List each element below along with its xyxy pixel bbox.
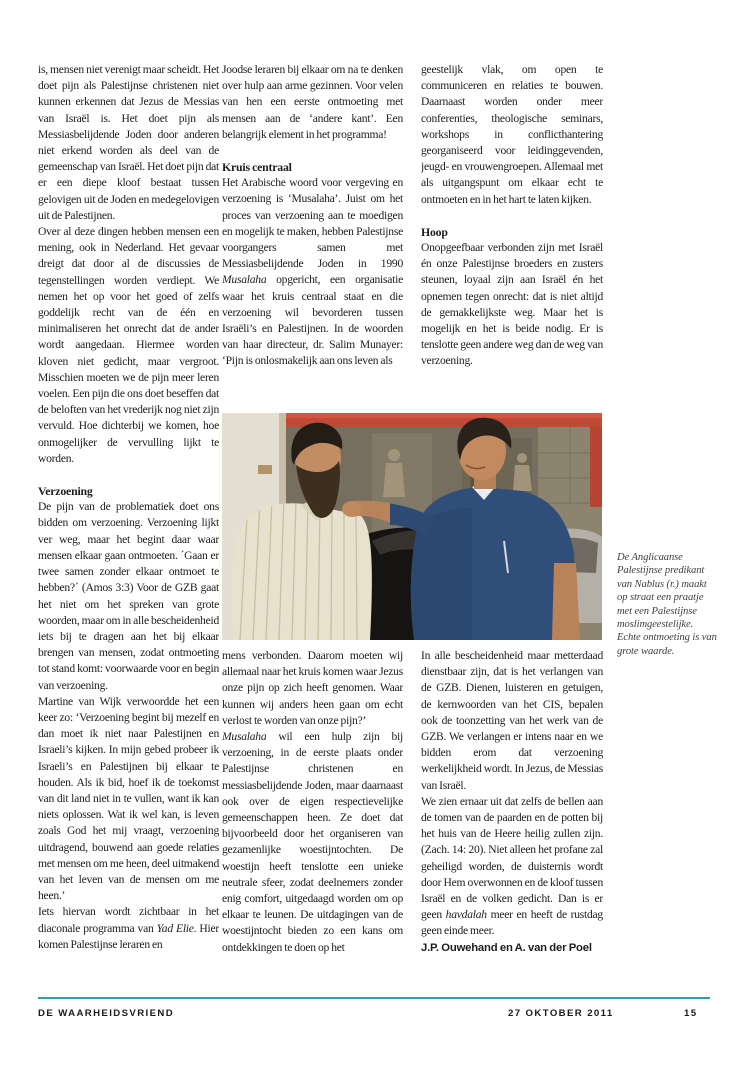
col1-intro-paragraphs: [38, 62, 219, 467]
column-1: [38, 62, 219, 953]
footer-rule: [38, 997, 710, 999]
heading-hoop: Hoop: [421, 224, 448, 239]
paragraph: mens verbonden. Daarom moeten wij allemaal naar het kruis komen waar Jezus onze pijn op zich heeft genomen. Waar kunnen wij anders heen gaan om echt verlost te worden van onze pijn?’: [222, 649, 403, 727]
photo-caption: De Anglicaanse Palestijnse predikant van Nablus (r.) maakt op straat een praatje met een Palestijnse moslimgeestelijke. Echte ontmoeting is van grote waarde.: [617, 552, 717, 657]
column-3-top: [421, 62, 603, 370]
paragraph: Martine van Wijk verwoordde het een keer zo: ‘Verzoening begint bij mezelf en dan moet ik niet naar Palestijnen en Israeli’s kijken. In mijn gebed probeer ik Israeli’s en Palestijnen bij elkaar te houden. Als ik bid, hoef ik de toekomst van dit land niet in te vullen, want ik kan niets oplossen. Wat ik wel kan, is leven zoals God het mij vraagt, verzoening uitdragend, bouwend aan goede relaties met mensen om me heen, deel uitmakend van het leven van de mensen om me heen.’: [38, 694, 219, 903]
paragraph: Het Arabische woord voor vergeving en verzoening is ‘Musalaha’. Juist om het proces van verzoening aan te moedigen en mogelijk te maken, hebben Palestijnse voorgangers samen met Messiasbelijdende Joden in 1990 Musalaha opgericht, een organisatie waar het kruis centraal staat en die verzoening wil bevorderen tussen Israëli’s en Palestijnen. In de woorden van haar directeur, dr. Salim Munayer: ‘Pijn is onlosmakelijk aan ons leven als: [222, 176, 403, 368]
heading-verzoening: Verzoening: [38, 484, 93, 499]
col1-verzoening-paragraphs: [38, 499, 219, 953]
author-signature: J.P. Ouwehand en A. van der Poel: [421, 941, 592, 954]
footer-page-number: 15: [684, 1008, 698, 1019]
footer-magazine-title: DE WAARHEIDSVRIEND: [38, 1008, 175, 1019]
column-2-bottom: [222, 648, 403, 956]
paragraph: Onopgeefbaar verbonden zijn met Israël én onze Palestijnse broeders en zusters steunen, loyaal zijn aan Israël én het opnemen tegen onrecht: dat is niet altijd de gemakkelijkste weg. Maar het is mogelijk en het is beide nodig. Er is tenslotte geen andere weg dan de weg van verzoening.: [421, 241, 603, 368]
paragraph: is, mensen niet verenigt maar scheidt. Het doet pijn als Palestijnse christenen niet kunnen erkennen dat Jezus de Messias van Israël is. Het doet pijn als Messiasbelijdende Joden door anderen niet erkend worden als deel van de gemeenschap van Israël. Het doet pijn dat er een diepe kloof bestaat tussen gelovigen uit de Joden en medegelovigen uit de Palestijnen.: [38, 63, 219, 222]
col2-kruis-paragraphs: [222, 175, 403, 369]
paragraph: Musalaha wil een hulp zijn bij verzoening, in de eerste plaats onder Palestijnse christenen en messiasbelijdende Joden, maar daarnaast ook over de eigen respectievelijke gemeenschappen heen. Ze doet dat bijvoorbeeld door het organiseren van gezamenlijke woestijntochten. De woestijn heeft tenslotte een unieke neutrale sfeer, zodat deelnemers zonder enig comfort, uitgedaagd worden om op elkaar te leunen. De uitdagingen van de woestijntocht bieden zo een kans om ontdekkingen te doen op het: [222, 730, 403, 954]
col3-bottom-paragraphs: [421, 648, 603, 940]
column-2-top: [222, 62, 403, 370]
paragraph: Over al deze dingen hebben mensen een mening, ook in Nederland. Het gevaar dreigt dat door al de discussies de tegenstellingen worden verdiept. We nemen het op voor het goed of zelfs goddelijk recht van de één en minimaliseren het onrecht dat de ander wordt aangedaan. Hiermee worden kloven niet gedicht, maar vergroot. Misschien moeten we de pijn meer leren voelen. Een pijn die ons doet beseffen dat de beloften van het vrederijk nog niet zijn vervuld. Hoe dichterbij we komen, hoe onmogelijker de vervulling lijkt te worden.: [38, 225, 219, 465]
col3-intro-paragraphs: [421, 62, 603, 208]
col2-bottom-paragraphs: [222, 648, 403, 956]
column-3-bottom: [421, 648, 603, 956]
paragraph: Iets hiervan wordt zichtbaar in het diaconale programma van Yad Elie. Hier komen Palestijnse leraren en: [38, 905, 219, 951]
col2-intro-paragraphs: [222, 62, 403, 143]
paragraph: We zien ernaar uit dat zelfs de bellen aan de tomen van de paarden en de potten bij het huis van de Heere heilig zullen zijn. (Zach. 14: 20). Niet alleen het profane zal geheiligd worden, de duisternis wordt door Hem overwonnen en de kloof tussen Israël en de volken gedicht. Dan is er geen havdalah meer en heeft de rustdag geen einde meer.: [421, 794, 603, 938]
paragraph: geestelijk vlak, om open te communiceren en relaties te bouwen. Daarnaast worden onder meer conferenties, theologische seminars, workshops in conflicthantering georganiseerd voor leidinggevenden, jeugd- en vrouwengroepen. Allemaal met als uitgangspunt om elkaar echt te ontmoeten en in het hart te laten kijken.: [421, 63, 603, 206]
paragraph: De pijn van de problematiek doet ons bidden om verzoening. Verzoening lijkt ver weg, maar het begint daar waar mensen elkaar gaan ontmoeten. ´Gaan er twee samen zonder elkaar ontmoet te hebben?´ (Amos 3:3) Voor de GZB gaat het niet om het spreken van grote woorden, maar om in alle bescheidenheid iets bij te dragen aan het bij elkaar brengen van mensen, zodat ontmoeting tot stand komt: voorwaarde voor en begin van verzoening.: [38, 500, 219, 692]
photo-two-clergymen: [222, 413, 602, 640]
paragraph: Joodse leraren bij elkaar om na te denken over hulp aan arme gezinnen. Voor velen van hen een eerste ontmoeting met mensen aan de ‘andere kant’. Een belangrijk element in het programma!: [222, 63, 403, 141]
col3-hoop-paragraphs: [421, 240, 603, 370]
paragraph: In alle bescheidenheid maar metterdaad dienstbaar zijn, dat is het verlangen van de GZB. Dienen, luisteren en getuigen, de kernwoorden van het CIS, bepalen ook de toonzetting van het werk van de GZB. We verlangen er intens naar en we bidden erom dat verzoening werkelijkheid wordt. In Jezus, de Messias van Israël.: [421, 649, 603, 792]
footer-date: 27 OKTOBER 2011: [508, 1008, 614, 1019]
heading-kruis-centraal: Kruis centraal: [222, 160, 292, 175]
